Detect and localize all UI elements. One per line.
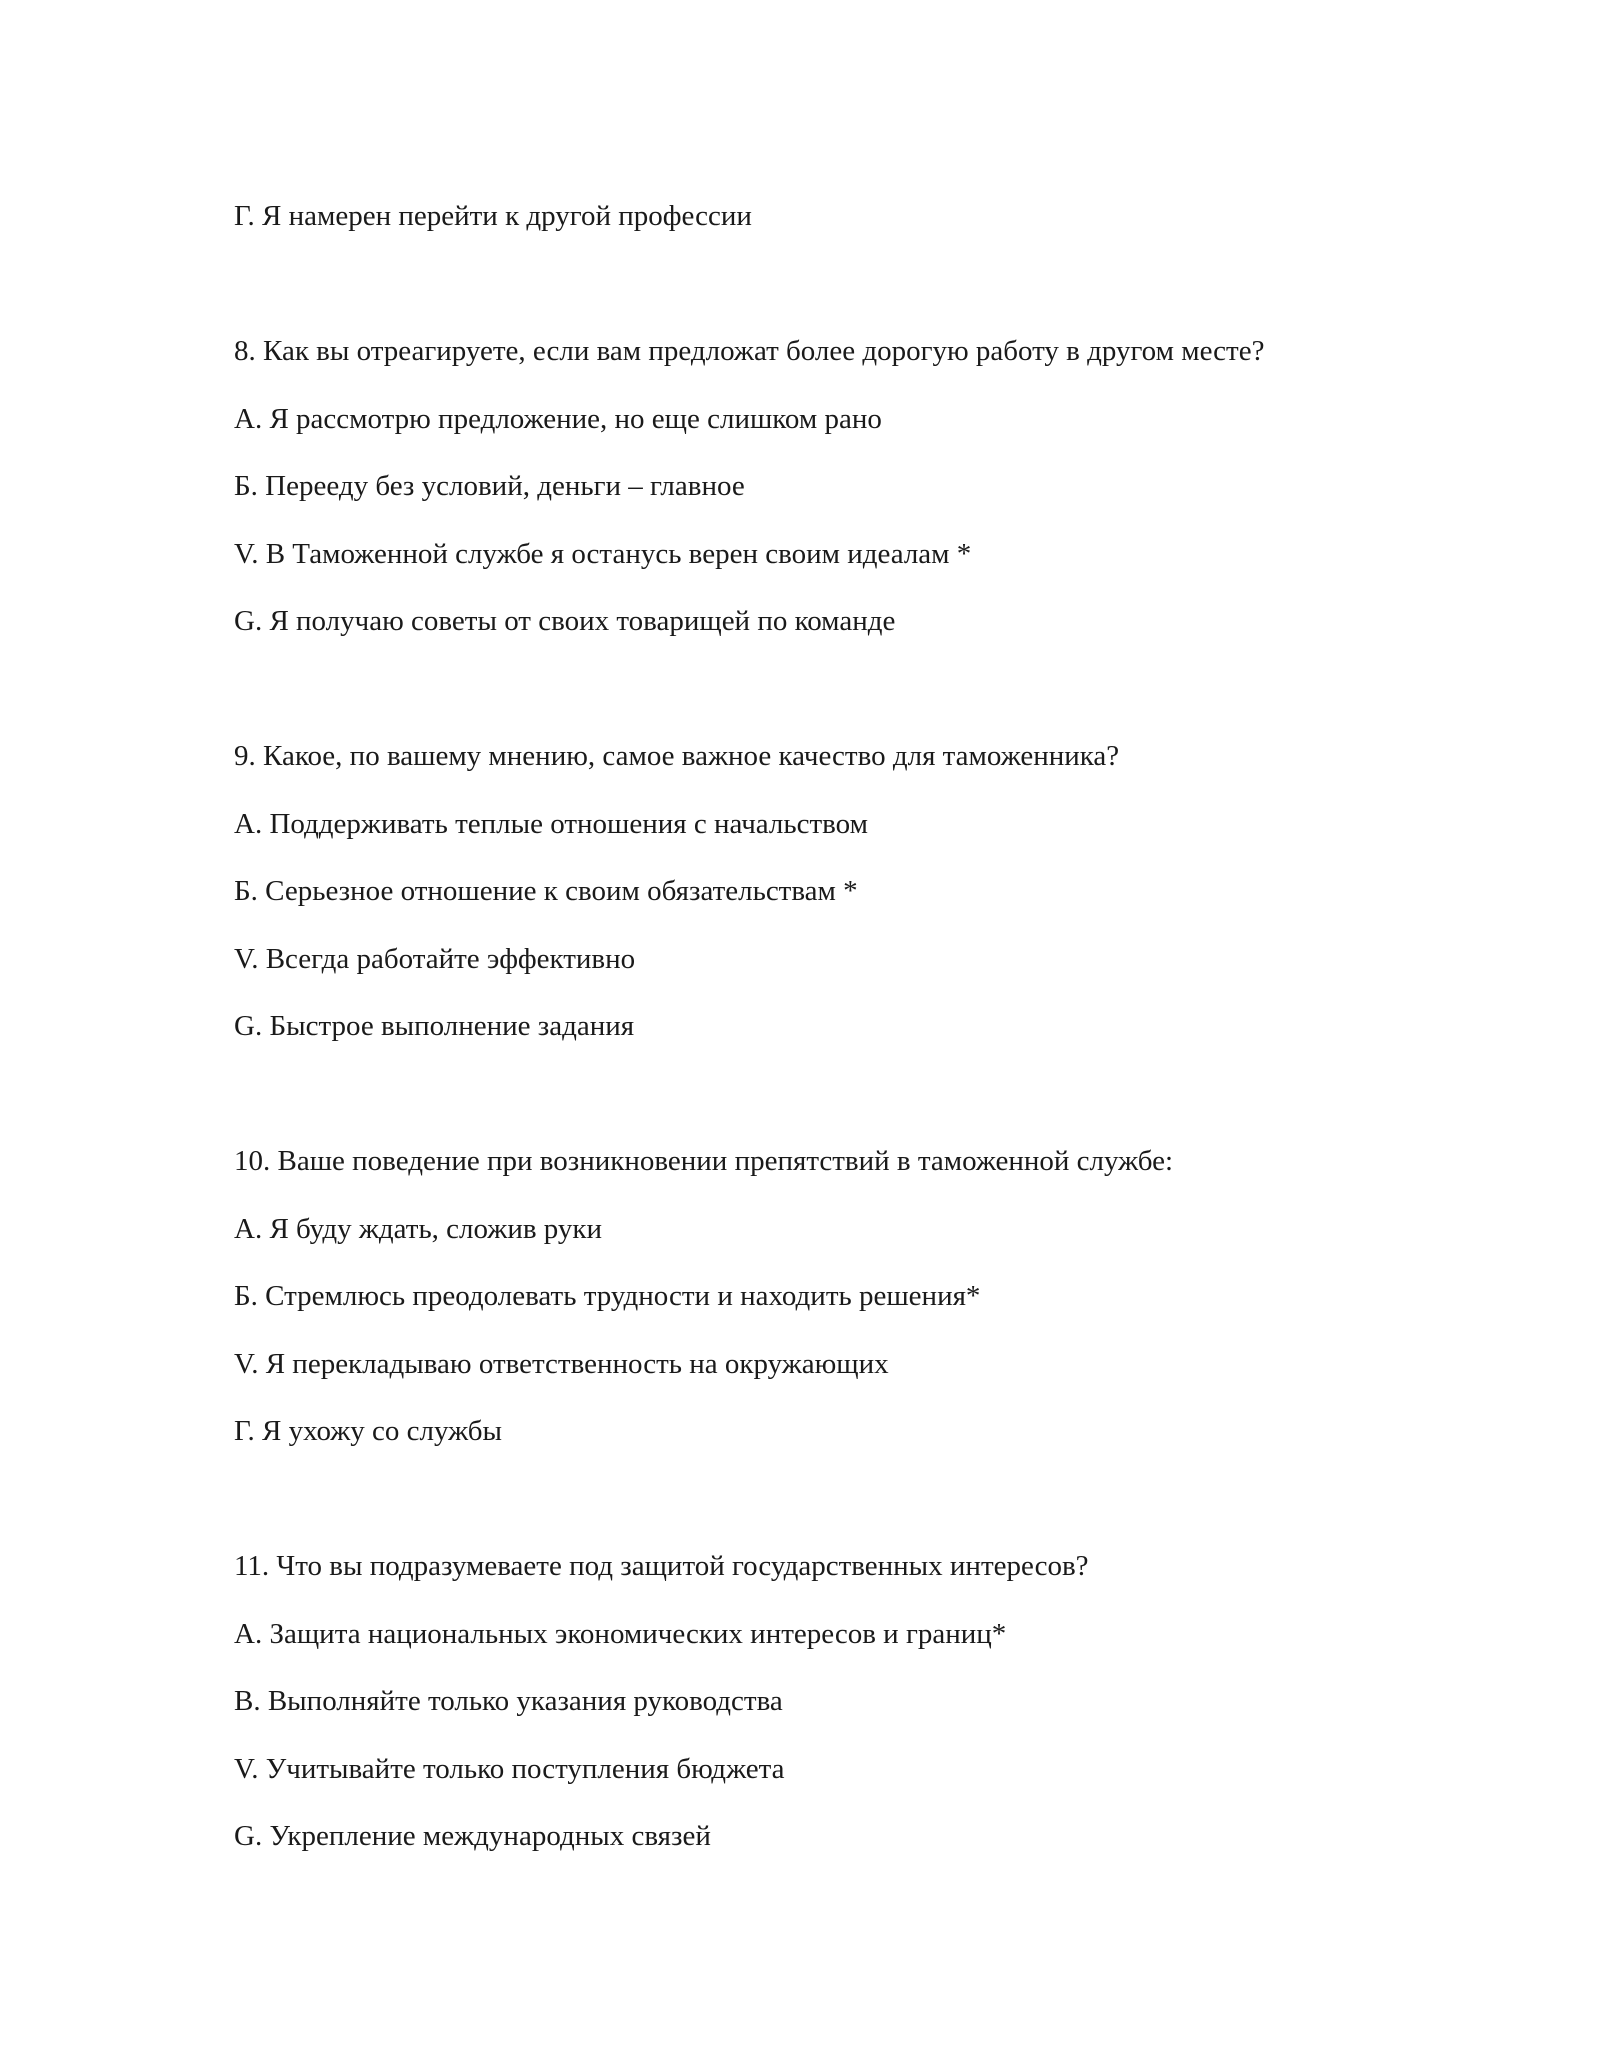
question-10-text: 10. Ваше поведение при возникновении препятствий в таможенной службе: (234, 1145, 1174, 1177)
question-9-option-b: Б. Серьезное отношение к своим обязательствам * (234, 875, 858, 907)
question-8-text: 8. Как вы отреагируете, если вам предложат более дорогую работу в другом месте? (234, 335, 1265, 367)
question-10-option-b: Б. Стремлюсь преодолевать трудности и находить решения* (234, 1280, 981, 1312)
question-9-text: 9. Какое, по вашему мнению, самое важное качество для таможенника? (234, 740, 1120, 772)
spacer (234, 656, 1484, 724)
question-9-option-a: А. Поддерживать теплые отношения с начальством (234, 807, 868, 840)
spacer (234, 1061, 1484, 1129)
question-10-option-v: V. Я перекладываю ответственность на окружающих (234, 1347, 889, 1380)
question-9-option-g: G. Быстрое выполнение задания (234, 1010, 635, 1042)
spacer (234, 251, 1484, 319)
question-10-option-g: Г. Я ухожу со службы (234, 1415, 503, 1447)
question-8-option-b: Б. Перееду без условий, деньги – главное (234, 470, 745, 502)
spacer (234, 1466, 1484, 1534)
question-10-option-a: А. Я буду ждать, сложив руки (234, 1212, 603, 1245)
answer-option: Г. Я намерен перейти к другой профессии (234, 200, 752, 232)
question-8-option-a: А. Я рассмотрю предложение, но еще слишком рано (234, 402, 882, 435)
question-9-option-v: V. Всегда работайте эффективно (234, 942, 636, 975)
question-8-option-g: G. Я получаю советы от своих товарищей по команде (234, 605, 896, 637)
question-11-option-b: В. Выполняйте только указания руководства (234, 1685, 783, 1717)
questionnaire-body (234, 183, 1484, 1871)
question-11-option-v: V. Учитывайте только поступления бюджета (234, 1752, 785, 1785)
question-8-option-v: V. В Таможенной службе я останусь верен своим идеалам * (234, 537, 972, 570)
question-11-option-g: G. Укрепление международных связей (234, 1820, 711, 1852)
question-11-option-a: А. Защита национальных экономических интересов и границ* (234, 1617, 1007, 1650)
question-11-text: 11. Что вы подразумеваете под защитой государственных интересов? (234, 1550, 1089, 1582)
